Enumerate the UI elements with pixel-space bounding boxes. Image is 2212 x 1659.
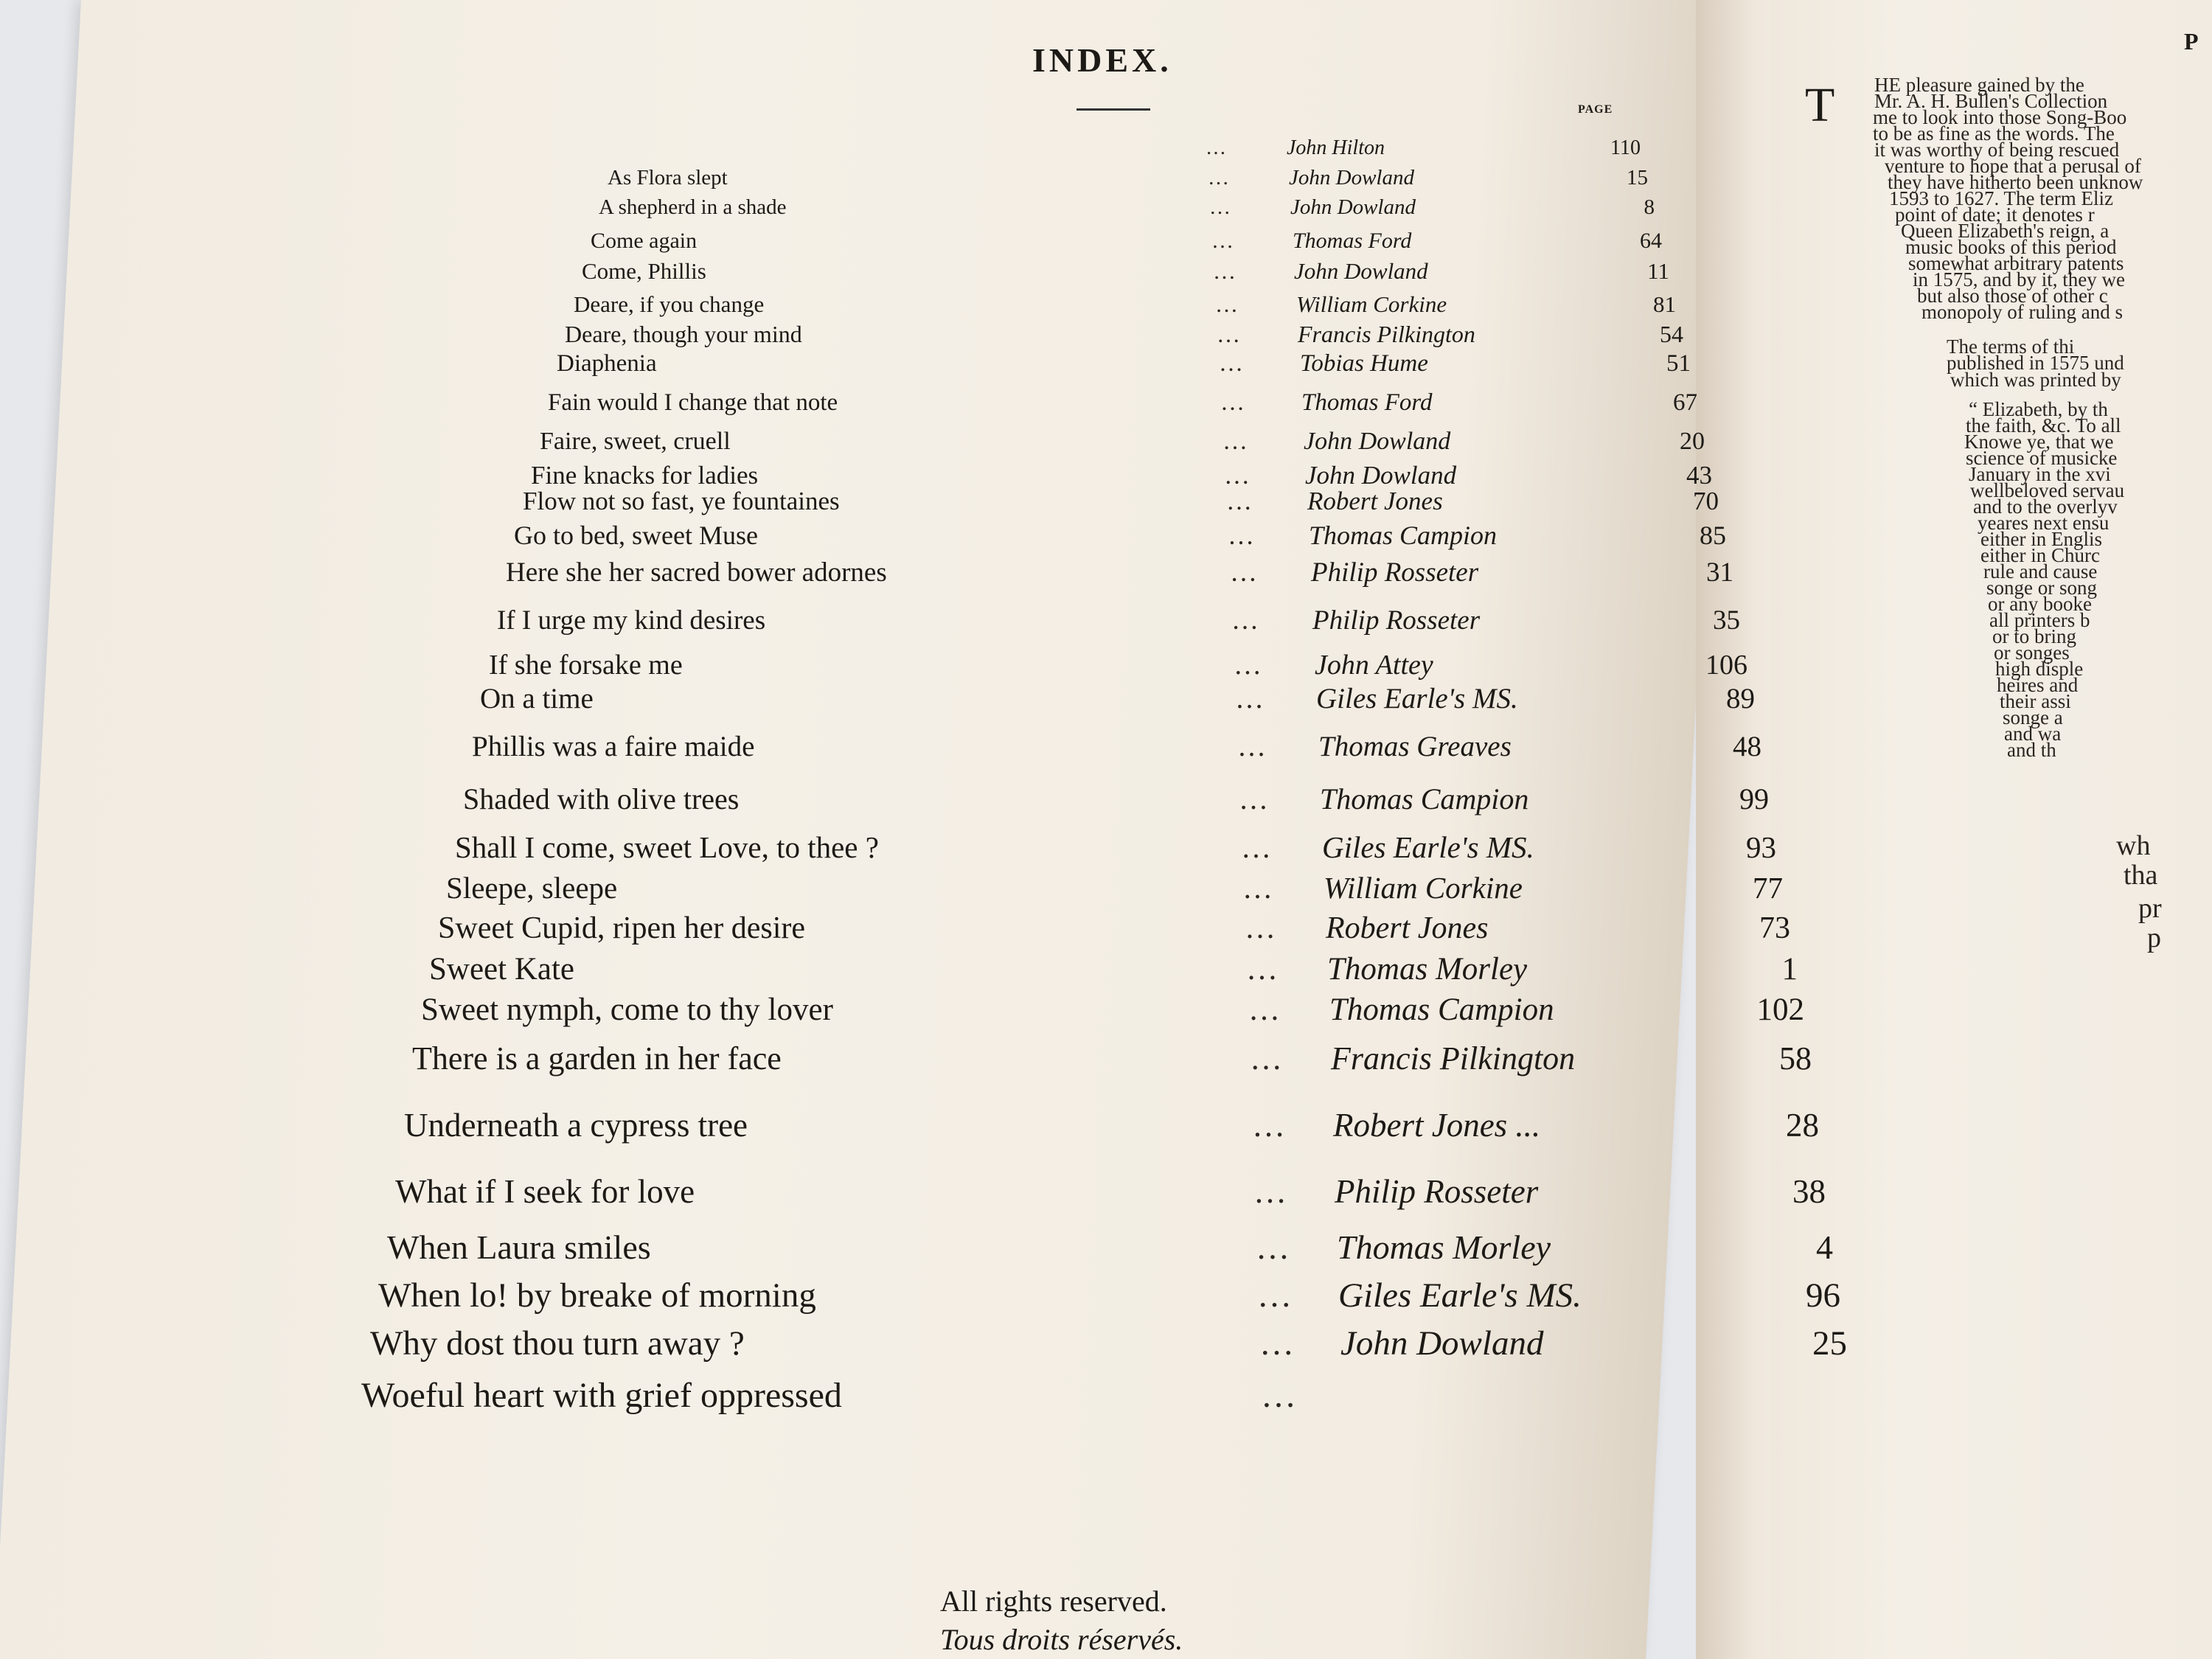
- entry-composer: Thomas Ford: [1301, 389, 1433, 416]
- leader-dots: …: [1209, 195, 1237, 219]
- leader-dots: …: [1230, 557, 1263, 588]
- right-page-line: which was printed by: [1950, 369, 2121, 391]
- right-page-line: or songes: [1994, 641, 2070, 664]
- right-page-line: Knowe ye, that we: [1964, 431, 2114, 453]
- right-page-line: their assi: [2000, 690, 2071, 712]
- right-page-line: songe a: [2003, 706, 2063, 728]
- entry-composer: John Dowland: [1294, 258, 1428, 284]
- entry-page-number: 35: [1713, 605, 1740, 636]
- right-page-line: published in 1575 und: [1947, 352, 2124, 374]
- right-page-line: heires and: [1997, 674, 2079, 696]
- leader-dots: …: [1252, 1107, 1291, 1144]
- page-column-heading: PAGE: [1578, 103, 1613, 116]
- entry-composer: William Corkine: [1324, 871, 1523, 905]
- entry-composer: Thomas Morley: [1337, 1228, 1551, 1266]
- entry-page-number: 85: [1700, 521, 1726, 550]
- entry-page-number: 58: [1779, 1040, 1812, 1077]
- entry-title: Faire, sweet, cruell: [540, 428, 731, 455]
- entry-title: If she forsake me: [489, 650, 683, 681]
- entry-page-number: 43: [1686, 461, 1712, 490]
- entry-page-number: 38: [1792, 1173, 1826, 1210]
- right-page-line: wh: [2116, 830, 2151, 861]
- entry-title: Underneath a cypress tree: [404, 1107, 748, 1144]
- entry-title: Go to bed, sweet Muse: [514, 521, 758, 550]
- right-page-line: or to bring: [1992, 625, 2076, 647]
- entry-title: There is a garden in her face: [412, 1040, 782, 1077]
- right-page-line: all printers b: [1989, 609, 2090, 631]
- leader-dots: …: [1215, 291, 1244, 317]
- entry-composer: Thomas Greaves: [1318, 731, 1512, 762]
- right-page-line: rule and cause: [1983, 560, 2098, 582]
- right-page-line: point of date; it denotes r: [1895, 204, 2095, 226]
- leader-dots: …: [1256, 1228, 1295, 1266]
- right-page-line: either in Churc: [1980, 544, 2100, 566]
- entry-page-number: 51: [1666, 350, 1691, 377]
- entry-page-number: 81: [1653, 291, 1676, 317]
- entry-composer: John Dowland: [1290, 195, 1416, 219]
- entry-page-number: 96: [1806, 1276, 1840, 1315]
- right-page-line: HE pleasure gained by the: [1874, 74, 2084, 96]
- right-page-line: and th: [2007, 739, 2056, 761]
- entry-title: Come again: [591, 229, 698, 253]
- right-page-line: the faith, &c. To all: [1966, 414, 2121, 437]
- entry-page-number: 28: [1786, 1107, 1819, 1144]
- entry-title: On a time: [480, 683, 594, 714]
- right-page-line: and to the overlyv: [1973, 495, 2118, 518]
- right-page-line: Queen Elizabeth's reign, a: [1901, 220, 2110, 242]
- right-page-line: The terms of thi: [1947, 335, 2075, 358]
- entry-title: What if I seek for love: [395, 1173, 695, 1210]
- right-page-line: or any booke: [1988, 593, 2092, 615]
- entry-title: Diaphenia: [557, 350, 657, 377]
- entry-composer: John Dowland: [1305, 461, 1457, 490]
- leader-dots: …: [1217, 321, 1246, 347]
- entry-composer: John Dowland: [1289, 166, 1414, 189]
- entry-composer: Francis Pilkington: [1331, 1040, 1576, 1077]
- right-page-line: p: [2147, 922, 2161, 953]
- entry-composer: William Corkine: [1296, 291, 1447, 317]
- leader-dots: …: [1234, 650, 1267, 681]
- entry-composer: Francis Pilkington: [1298, 321, 1475, 347]
- leader-dots: …: [1222, 428, 1253, 455]
- entry-title: Phillis was a faire maide: [472, 731, 755, 762]
- drop-cap: T: [1805, 78, 1835, 132]
- leader-dots: …: [1248, 992, 1286, 1027]
- entry-title: Fine knacks for ladies: [531, 461, 759, 490]
- entry-composer: Giles Earle's MS.: [1316, 683, 1518, 714]
- entry-title: When Laura smiles: [387, 1228, 651, 1266]
- entry-title: Fain would I change that note: [548, 389, 838, 416]
- right-page-line: music books of this period: [1905, 236, 2117, 258]
- right-page-line: tha: [2124, 860, 2158, 891]
- entry-composer: Philip Rosseter: [1312, 605, 1481, 636]
- right-page-line: venture to hope that a perusal of: [1885, 155, 2141, 177]
- entry-title: Flow not so fast, ye fountaines: [523, 487, 840, 515]
- right-page-line: but also those of other c: [1917, 285, 2108, 307]
- leader-dots: …: [1257, 1276, 1298, 1315]
- entry-page-number: 11: [1647, 258, 1669, 284]
- entry-title: Sweet nymph, come to thy lover: [421, 992, 833, 1027]
- right-page-line: it was worthy of being rescued: [1874, 139, 2120, 161]
- entry-page-number: 15: [1627, 166, 1648, 189]
- entry-title: Sweet Cupid, ripen her desire: [438, 911, 806, 945]
- entry-title: Deare, if you change: [574, 291, 765, 317]
- index-title: INDEX.: [1032, 41, 1172, 79]
- entry-page-number: 31: [1706, 557, 1733, 588]
- entry-page-number: 67: [1673, 389, 1697, 416]
- leader-dots: …: [1211, 229, 1239, 253]
- right-page-line: either in Englis: [1980, 528, 2102, 550]
- entry-page-number: 93: [1746, 830, 1776, 864]
- right-page-line: in 1575, and by it, they we: [1913, 268, 2125, 291]
- entry-page-number: 99: [1739, 782, 1769, 815]
- entry-composer: Thomas Campion: [1309, 521, 1498, 550]
- entry-composer: John Dowland: [1304, 428, 1451, 455]
- entry-page-number: 77: [1753, 871, 1783, 905]
- entry-composer: Thomas Ford: [1293, 229, 1412, 253]
- entry-composer: Tobias Hume: [1300, 350, 1428, 377]
- entry-page-number: 110: [1610, 136, 1641, 159]
- entry-composer: John Dowland: [1340, 1324, 1544, 1363]
- leader-dots: …: [1241, 830, 1277, 864]
- right-page-line: yeares next ensu: [1978, 512, 2110, 534]
- right-page-line: high disple: [1995, 658, 2084, 680]
- right-page-line: 1593 to 1627. The term Eliz: [1889, 187, 2113, 209]
- entry-composer: Thomas Campion: [1320, 782, 1529, 815]
- entry-title: Deare, though your mind: [565, 321, 802, 347]
- right-page-line: somewhat arbitrary patents: [1908, 252, 2124, 274]
- leader-dots: …: [1226, 487, 1258, 515]
- leader-dots: …: [1261, 1376, 1302, 1415]
- right-page-corner-letter: P: [2184, 28, 2199, 55]
- entry-composer: John Attey: [1315, 650, 1433, 681]
- entry-page-number: 64: [1640, 229, 1662, 253]
- entry-page-number: 48: [1733, 731, 1761, 762]
- leader-dots: …: [1253, 1173, 1293, 1210]
- entry-composer: Giles Earle's MS.: [1338, 1276, 1582, 1315]
- entry-composer: Robert Jones: [1326, 911, 1489, 945]
- leader-dots: …: [1219, 350, 1249, 377]
- right-page-line: January in the xvi: [1969, 463, 2111, 485]
- entry-composer: Robert Jones: [1307, 487, 1443, 515]
- leader-dots: …: [1239, 782, 1274, 815]
- right-page-line: and wa: [2004, 723, 2062, 745]
- entry-title: A shepherd in a shade: [599, 195, 787, 219]
- entry-page-number: 106: [1705, 650, 1747, 681]
- entry-composer: Giles Earle's MS.: [1322, 830, 1534, 864]
- entry-composer: John Hilton: [1287, 136, 1385, 159]
- leader-dots: …: [1250, 1040, 1288, 1077]
- leader-dots: …: [1237, 731, 1272, 762]
- entry-page-number: 4: [1816, 1228, 1833, 1266]
- right-page-line: monopoly of ruling and s: [1921, 301, 2123, 323]
- entry-page-number: 20: [1680, 428, 1705, 455]
- entry-title: Shall I come, sweet Love, to thee ?: [455, 830, 879, 864]
- right-page-text: [1814, 74, 2212, 1253]
- entry-composer: Robert Jones ...: [1333, 1107, 1541, 1144]
- leader-dots: …: [1224, 461, 1256, 490]
- entry-page-number: 70: [1693, 487, 1719, 515]
- right-page-line: me to look into those Song-Boo: [1873, 106, 2127, 128]
- entry-title: As Flora slept: [608, 166, 728, 189]
- right-page-line: they have hitherto been unknow: [1888, 171, 2143, 193]
- entry-title: Here she her sacred bower adornes: [506, 557, 887, 588]
- entry-title: Woeful heart with grief oppressed: [361, 1376, 842, 1415]
- entry-title: Sleepe, sleepe: [446, 871, 618, 905]
- entry-page-number: 25: [1812, 1324, 1847, 1363]
- entry-page-number: 1: [1781, 952, 1798, 987]
- entry-title: Sweet Kate: [429, 952, 575, 987]
- entry-page-number: 89: [1726, 683, 1755, 714]
- entry-title: If I urge my kind desires: [497, 605, 766, 636]
- entry-title: When lo! by breake of morning: [378, 1276, 816, 1315]
- right-page-line: Mr. A. H. Bullen's Collection: [1874, 90, 2108, 112]
- leader-dots: …: [1246, 952, 1284, 987]
- entry-composer: Philip Rosseter: [1311, 557, 1479, 588]
- leader-dots: …: [1208, 166, 1235, 189]
- leader-dots: …: [1228, 521, 1260, 550]
- right-page-line: songe or song: [1986, 577, 2097, 599]
- right-page-line: wellbeloved servau: [1970, 479, 2125, 501]
- entry-page-number: 54: [1660, 321, 1683, 347]
- leader-dots: …: [1235, 683, 1270, 714]
- leader-dots: …: [1220, 389, 1251, 416]
- entry-title: Shaded with olive trees: [463, 782, 740, 815]
- leader-dots: …: [1206, 136, 1232, 159]
- entry-composer: Thomas Morley: [1327, 952, 1528, 987]
- entry-page-number: 8: [1644, 195, 1655, 219]
- leader-dots: …: [1231, 605, 1265, 636]
- rights-notice-fr: Tous droits réservés.: [940, 1623, 1183, 1656]
- entry-composer: Philip Rosseter: [1335, 1173, 1539, 1210]
- right-page-line: science of musicke: [1966, 447, 2118, 469]
- right-page-line: to be as fine as the words. The: [1873, 122, 2115, 145]
- rights-notice-en: All rights reserved.: [940, 1585, 1167, 1618]
- leader-dots: …: [1242, 871, 1279, 905]
- right-page-line: “ Elizabeth, by th: [1969, 398, 2108, 420]
- entry-page-number: 73: [1759, 911, 1790, 945]
- entry-composer: Thomas Campion: [1329, 992, 1554, 1027]
- right-page-line: pr: [2138, 893, 2162, 924]
- entry-title: Why dost thou turn away ?: [370, 1324, 745, 1363]
- leader-dots: …: [1213, 258, 1242, 284]
- leader-dots: …: [1245, 911, 1281, 945]
- entry-page-number: 102: [1756, 992, 1804, 1027]
- entry-title: Come, Phillis: [582, 258, 706, 284]
- leader-dots: …: [1259, 1324, 1300, 1363]
